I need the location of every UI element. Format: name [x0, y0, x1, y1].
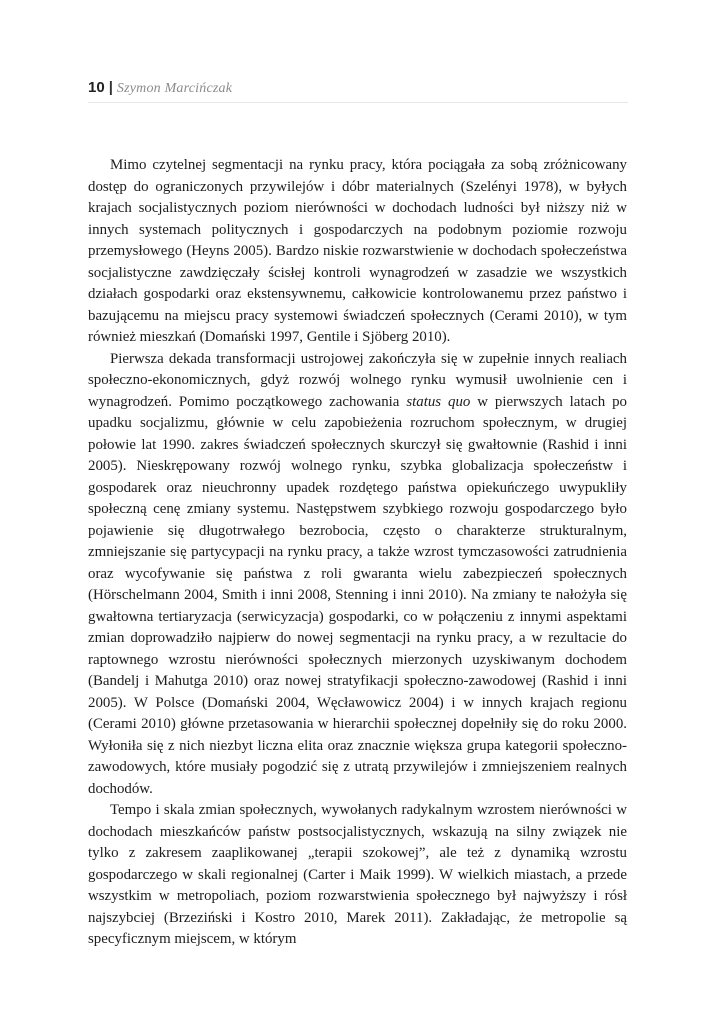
paragraph-2-text-start: Pierwsza dekada transformacji ustrojowej zakończyła się w zupełnie innych realiach społeczno-ekonomicznych, gdyż rozwój wolnego rynku wymusił uwolnienie cen i wynagrodzeń. Pomimo początkowego zachowania [88, 350, 627, 410]
running-header-author: Szymon Marcińczak [116, 81, 233, 96]
paragraph-1 [88, 155, 627, 349]
header-rule [88, 102, 628, 103]
paragraph-2 [88, 349, 627, 801]
paragraph-3 [88, 800, 627, 951]
paragraph-2-italic-term: status quo [406, 393, 471, 410]
paragraph-3-text: Tempo i skala zmian społecznych, wywołanych radykalnym wzrostem nierówności w dochodach mieszkańców państw postsocjalistycznych, wskazują na silny związek nie tylko z zakresem zaaplikowanej „terapii szokowej”, ale też z dynamiką wzrostu gospodarczego w skali regionalnej (Carter i Maik 1999). W wielkich miastach, a przede wszystkim w metropoliach, poziom rozwarstwienia społecznego był najwyższy i rósł najszybciej (Brzeziński i Kostro 2010, Marek 2011). Zakładając, że metropolie są specyficznym miejscem, w którym [88, 802, 627, 947]
paragraph-1-text: Mimo czytelnej segmentacji na rynku pracy, która pociągała za sobą zróżnicowany dostęp do ograniczonych przywilejów i dóbr materialnych (Szelényi 1978), w byłych krajach socjalistycznych poziom nierówności w dochodach ludności był niższy niż w innych systemach politycznych i gospodarczych na podobnym poziomie rozwoju przemysłowego (Heyns 2005). Bardzo niskie rozwarstwienie w dochodach społeczeństwa socjalistyczne zawdzięczały ścisłej kontroli wynagrodzeń w zasadzie we wszystkich działach gospodarki oraz ekstensywnemu, całkowicie kontrolowanemu przez państwo i bazującemu na miejscu pracy systemowi świadczeń społecznych (Cerami 2010), w tym również mieszkań (Domański 1997, Gentile i Sjöberg 2010). [88, 157, 627, 345]
header-separator: | [108, 79, 113, 96]
body-text [88, 155, 627, 951]
page-number: 10 [88, 79, 105, 96]
running-header [88, 79, 628, 101]
paragraph-2-text-end: w pierwszych latach po upadku socjalizmu, głównie w celu zapobieżenia rozruchom społecznym, w drugiej połowie lat 1990. zakres świadczeń społecznych skurczył się gwałtownie (Rashid i inni 2005). Nieskrępowany rozwój wolnego rynku, szybka globalizacja społeczeństw i gospodarek oraz nieuchronny upadek rozdętego państwa opiekuńczego uwypukliły społeczną cenę zmiany systemu. Następstwem szybkiego rozwoju gospodarczego było pojawienie się długotrwałego bezrobocia, często o charakterze strukturalnym, zmniejszanie się partycypacji na rynku pracy, a także wzrost tymczasowości zatrudnienia oraz wycofywanie się państwa z roli gwaranta wielu zabezpieczeń społecznych (Hörschelmann 2004, Smith i inni 2008, Stenning i inni 2010). Na zmiany te nałożyła się gwałtowna tertiaryzacja (serwicyzacja) gospodarki, co w połączeniu z innymi aspektami zmian doprowadziło najpierw do nowej segmentacji na rynku pracy, a w rezultacie do raptownego wzrostu nierówności społecznych mierzonych uzyskiwanym dochodem (Bandelj i Mahutga 2010) oraz nowej stratyfikacji społeczno-zawodowej (Rashid i inni 2005). W Polsce (Domański 2004, Węcławowicz 2004) i w innych krajach regionu (Cerami 2010) główne przetasowania w hierarchii społecznej dopełniły się do roku 2000. Wyłoniła się z nich niezbyt liczna elita oraz znacznie większa grupa kategorii społeczno-zawodowych, które musiały pogodzić się z utratą przywilejów i zmniejszeniem realnych dochodów. [88, 393, 627, 797]
